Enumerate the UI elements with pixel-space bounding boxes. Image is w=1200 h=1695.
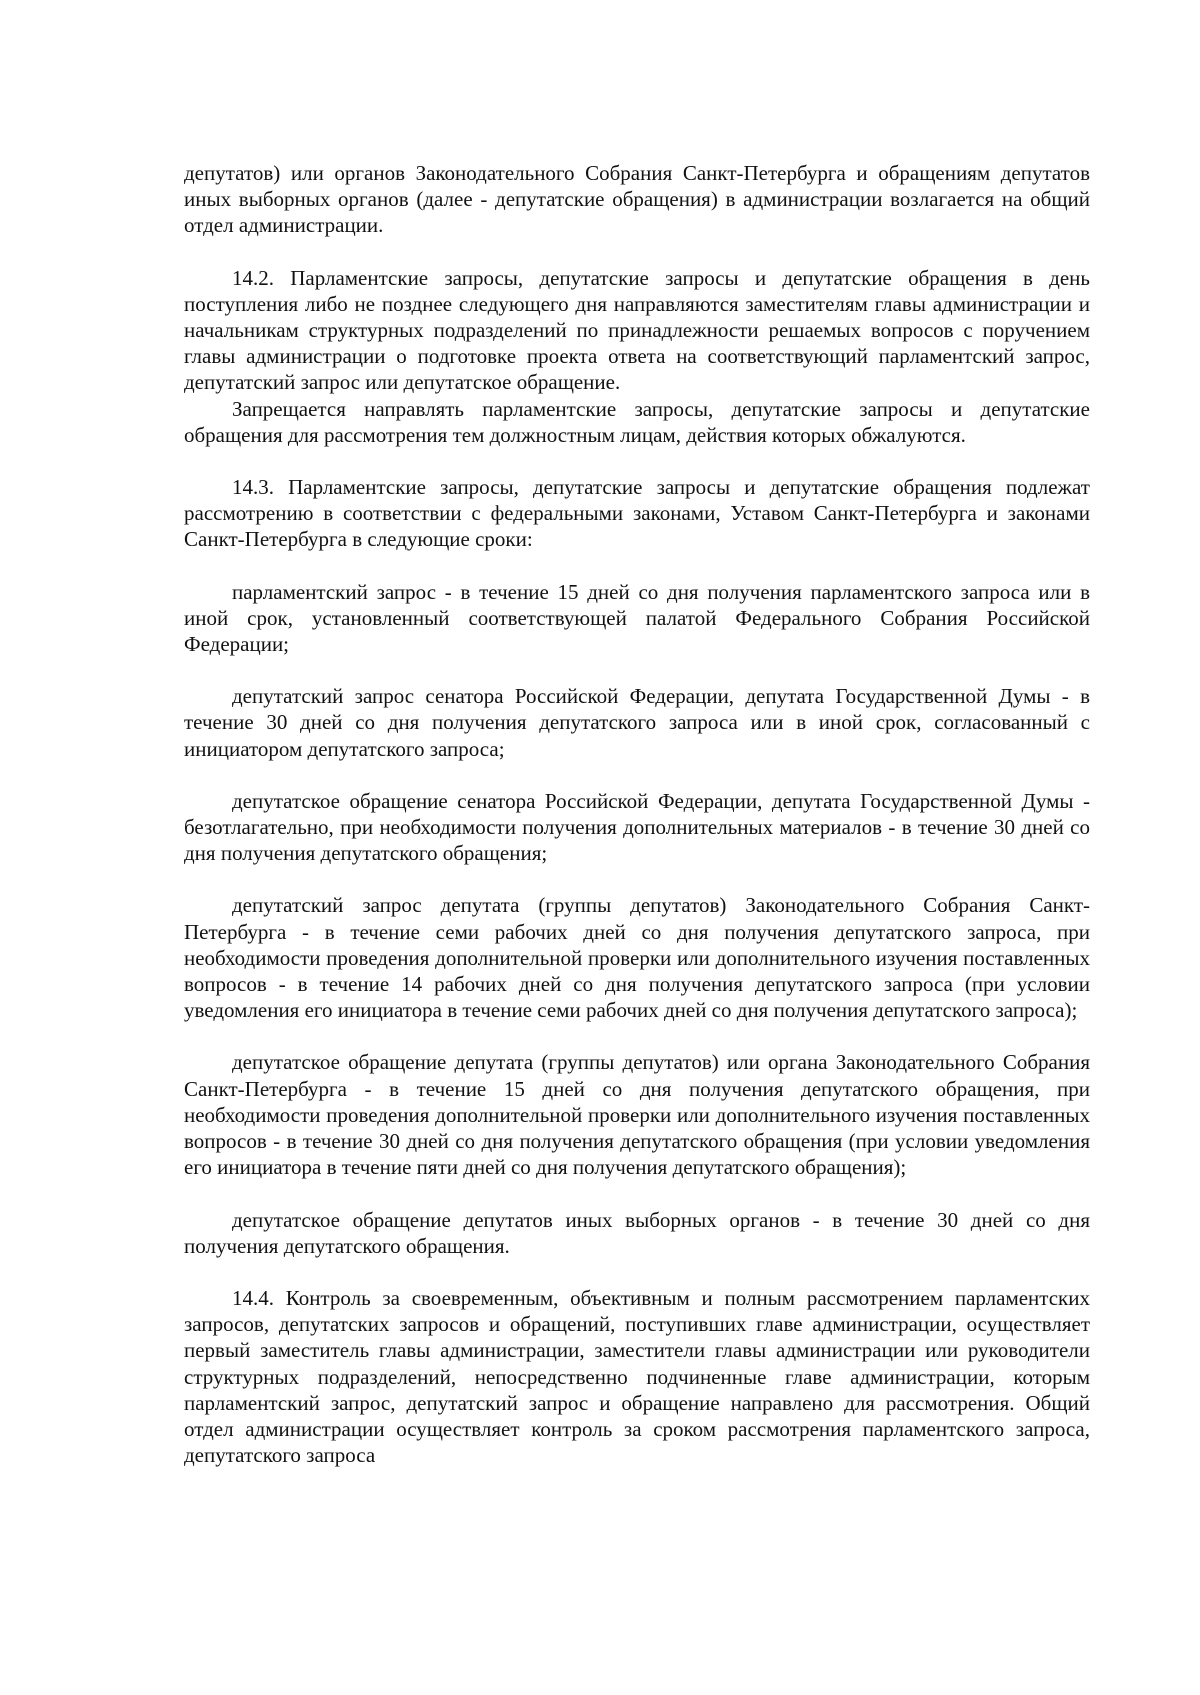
paragraph-14-4: 14.4. Контроль за своевременным, объективным и полным рассмотрением парламентских запросов, депутатских запросов и обращений, поступивших главе администрации, осуществляет первый заместитель главы администрации, заместители главы администрации или руководители структурных подразделений, непосредственно подчиненные главе администрации, которым парламентский запрос, депутатский запрос и обращение направлено для рассмотрения. Общий отдел администрации осуществляет контроль за сроком рассмотрения парламентского запроса, депутатского запроса xyxy=(184,1285,1090,1468)
paragraph-14-2: 14.2. Парламентские запросы, депутатские запросы и депутатские обращения в день поступления либо не позднее следующего дня направляются заместителям главы администрации и начальникам структурных подразделений по принадлежности решаемых вопросов с поручением главы администрации о подготовке проекта ответа на соответствующий парламентский запрос, депутатский запрос или депутатское обращение. xyxy=(184,265,1090,395)
paragraph-prohibition: Запрещается направлять парламентские запросы, депутатские запросы и депутатские обращения для рассмотрения тем должностным лицам, действия которых обжалуются. xyxy=(184,396,1090,447)
paragraph-14-3: 14.3. Парламентские запросы, депутатские запросы и депутатские обращения подлежат рассмотрению в соответствии с федеральными законами, Уставом Санкт-Петербурга и законами Санкт-Петербурга в следующие сроки: xyxy=(184,475,1090,552)
list-item-senator-appeal: депутатское обращение сенатора Российской Федерации, депутата Государственной Думы - безотлагательно, при необходимости получения дополнительных материалов - в течение 30 дней со дня получения депутатского обращения; xyxy=(184,788,1090,866)
list-item-deputy-appeal: депутатское обращение депутата (группы депутатов) или органа Законодательного Собрания Санкт-Петербурга - в течение 15 дней со дня получения депутатского обращения, при необходимости проведения дополнительной проверки или дополнительного изучения поставленных вопросов - в течение 30 дней со дня получения депутатского обращения (при условии уведомления его инициатора в течение пяти дней со дня получения депутатского обращения); xyxy=(184,1050,1090,1180)
list-item-parliamentary-request: парламентский запрос - в течение 15 дней со дня получения парламентского запроса или в иной срок, установленный соответствующей палатой Федерального Собрания Российской Федерации; xyxy=(184,579,1090,657)
document-page xyxy=(184,160,1090,1468)
list-item-other-deputies-appeal: депутатское обращение депутатов иных выборных органов - в течение 30 дней со дня получения депутатского обращения. xyxy=(184,1207,1090,1258)
list-item-senator-request: депутатский запрос сенатора Российской Федерации, депутата Государственной Думы - в течение 30 дней со дня получения депутатского запроса или в иной срок, согласованный с инициатором депутатского запроса; xyxy=(184,684,1090,761)
paragraph-continuation: депутатов) или органов Законодательного Собрания Санкт-Петербурга и обращениям депутатов иных выборных органов (далее - депутатские обращения) в администрации возлагается на общий отдел администрации. xyxy=(184,161,1090,238)
list-item-deputy-request: депутатский запрос депутата (группы депутатов) Законодательного Собрания Санкт-Петербурга - в течение семи рабочих дней со дня получения депутатского запроса, при необходимости проведения дополнительной проверки или дополнительного изучения поставленных вопросов - в течение 14 рабочих дней со дня получения депутатского запроса (при условии уведомления его инициатора в течение семи рабочих дней со дня получения депутатского запроса); xyxy=(184,893,1090,1023)
